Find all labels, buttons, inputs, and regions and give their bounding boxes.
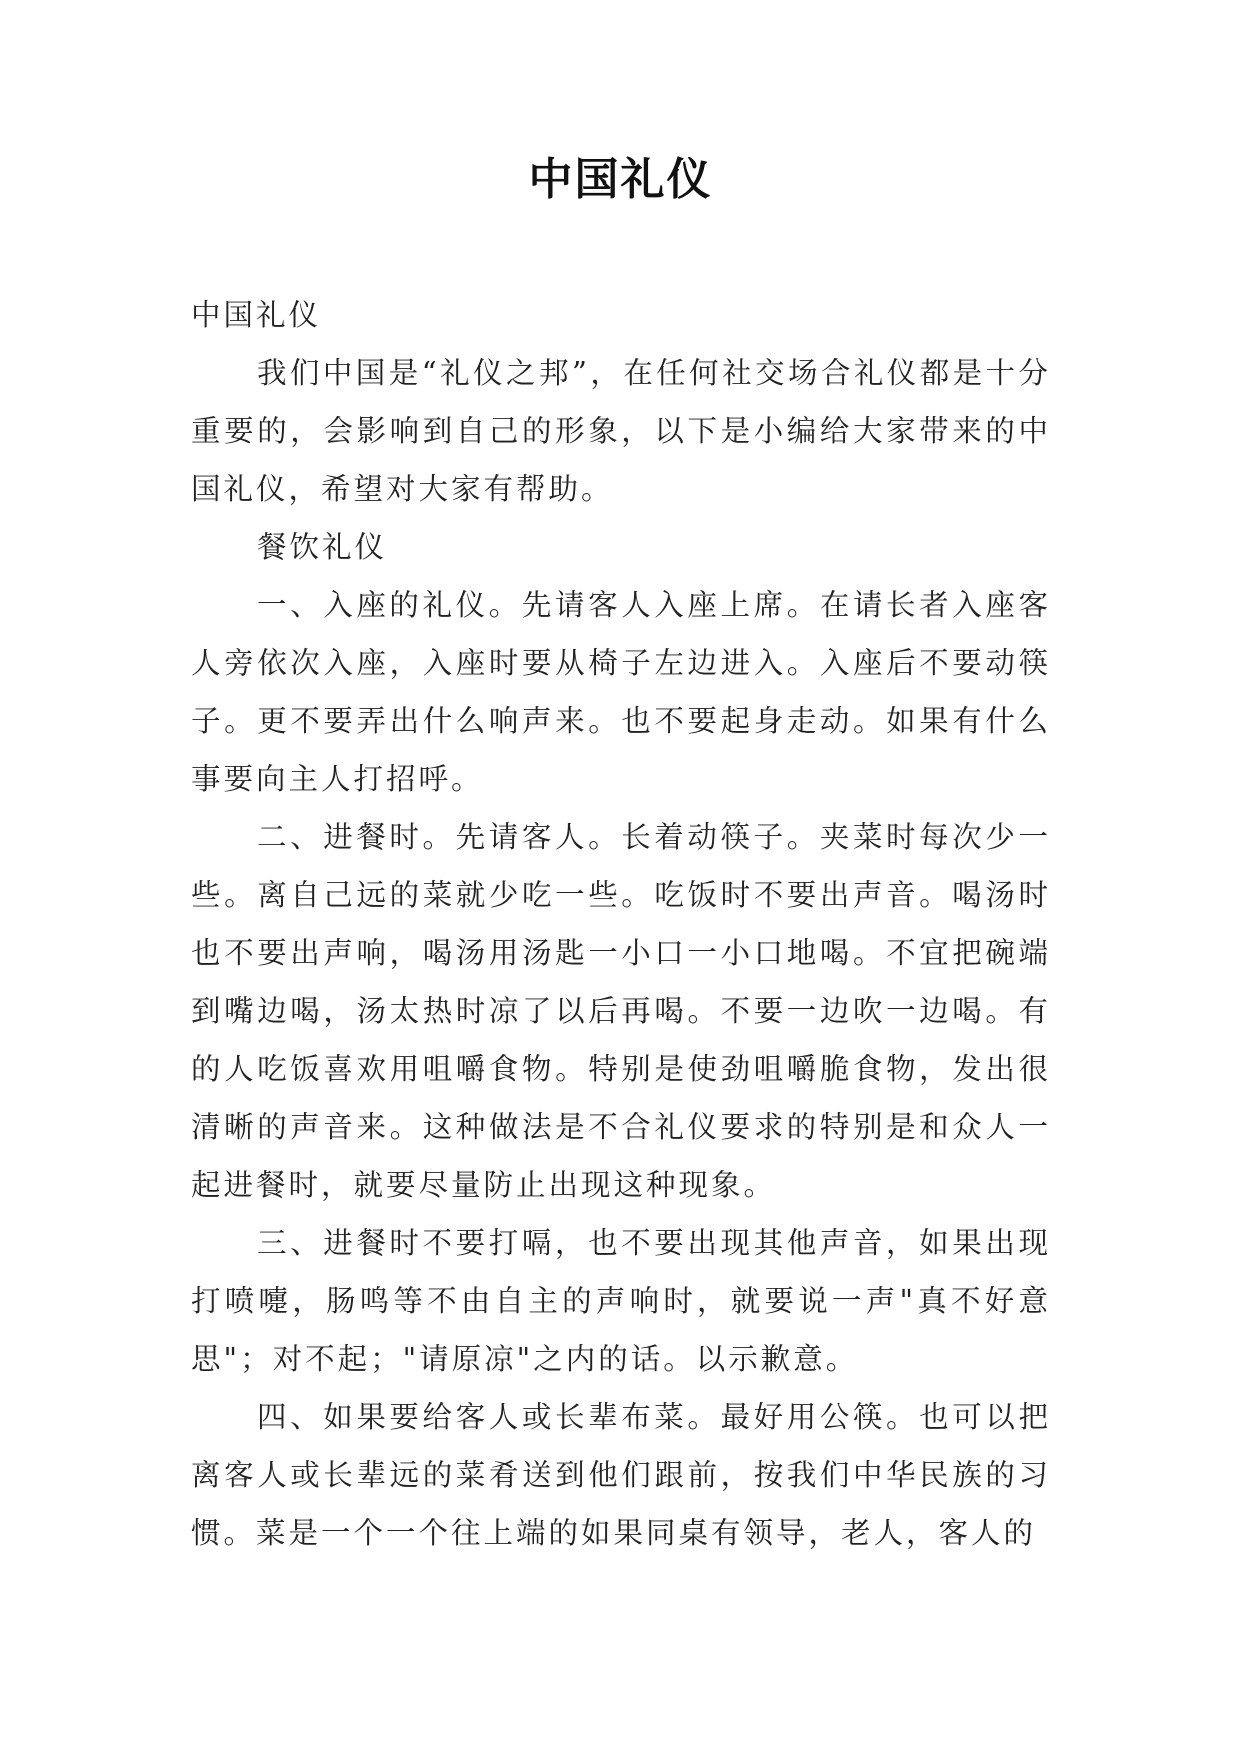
body-paragraph-1: 一、入座的礼仪。先请客人入座上席。在请长者入座客人旁依次入座，入座时要从椅子左边进入。入座后不要动筷子。更不要弄出什么响声来。也不要起身走动。如果有什么事要向主人打招呼。 bbox=[191, 588, 1051, 796]
body-paragraph-2: 二、进餐时。先请客人。长着动筷子。夹菜时每次少一些。离自己远的菜就少吃一些。吃饭时不要出声音。喝汤时也不要出声响，喝汤用汤匙一小口一小口地喝。不宜把碗端到嘴边喝，汤太热时凉了以后再喝。不要一边吹一边喝。有的人吃饭喜欢用咀嚼食物。特别是使劲咀嚼脆食物，发出很清晰的声音来。这种做法是不合礼仪要求的特别是和众人一起进餐时，就要尽量防止出现这种现象。 bbox=[191, 820, 1051, 1202]
intro-paragraph: 我们中国是“礼仪之邦”，在任何社交场合礼仪都是十分重要的，会影响到自己的形象，以下是小编给大家带来的中国礼仪，希望对大家有帮助。 bbox=[191, 356, 1051, 506]
document-body bbox=[191, 286, 1051, 1562]
document-title: 中国礼仪 bbox=[528, 154, 713, 205]
body-paragraph-4: 四、如果要给客人或长辈布菜。最好用公筷。也可以把离客人或长辈远的菜肴送到他们跟前，按我们中华民族的习惯。菜是一个一个往上端的如果同桌有领导，老人，客人的 bbox=[191, 1400, 1051, 1550]
section-heading: 餐饮礼仪 bbox=[257, 530, 388, 564]
subtitle-paragraph: 中国礼仪 bbox=[191, 298, 322, 332]
body-paragraph-3: 三、进餐时不要打嗝，也不要出现其他声音，如果出现打喷嚏，肠鸣等不由自主的声响时，就要说一声"真不好意思"；对不起；"请原凉"之内的话。以示歉意。 bbox=[191, 1226, 1051, 1376]
